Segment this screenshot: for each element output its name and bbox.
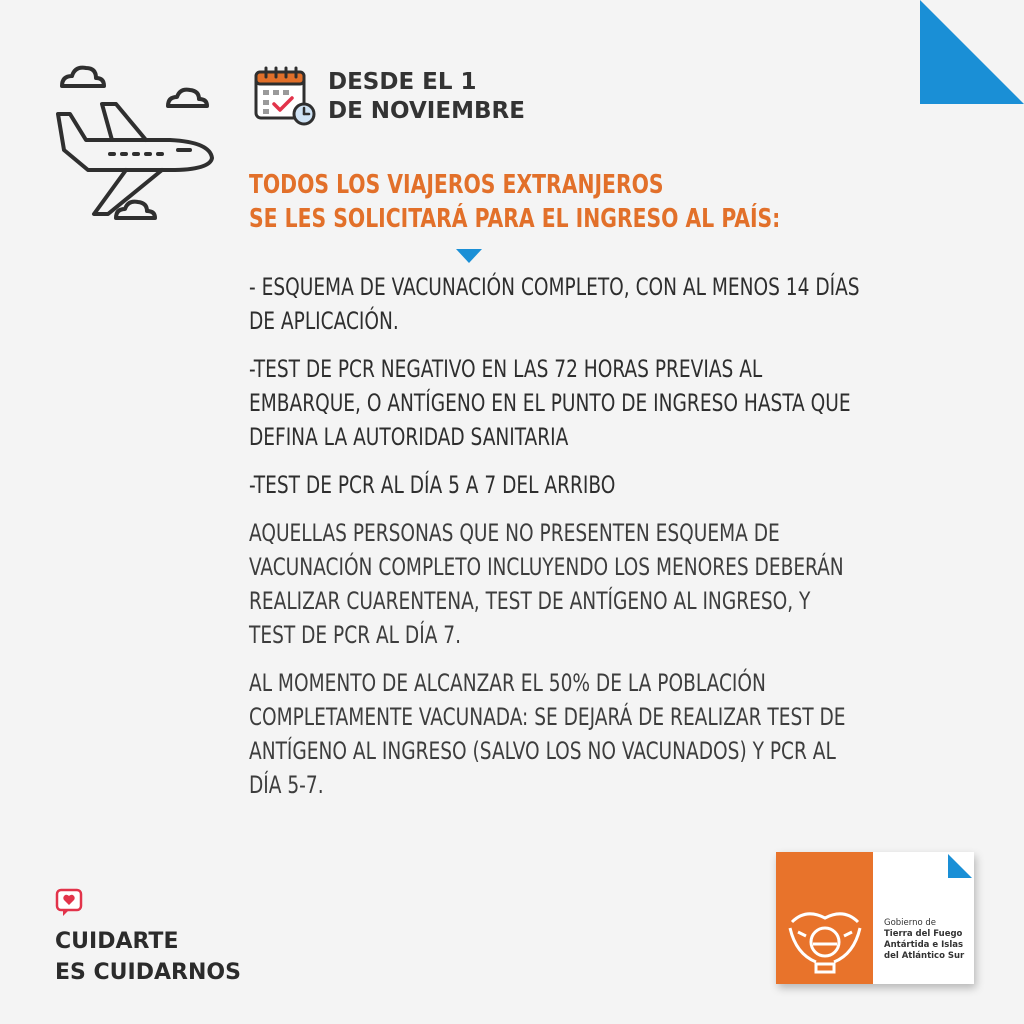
government-name — [884, 918, 964, 962]
note-paragraph: AQUELLAS PERSONAS QUE NO PRESENTEN ESQUEMA DE VACUNACIÓN COMPLETO INCLUYENDO LOS MENORES DEBERÁN REALIZAR CUARENTENA, TEST DE ANTÍGENO AL INGRESO, Y TEST DE PCR AL DÍA 7. — [249, 519, 844, 649]
gov-line-3: Antártida e Islas — [884, 940, 964, 950]
requirement-item: - ESQUEMA DE VACUNACIÓN COMPLETO, CON AL MENOS 14 DÍAS DE APLICACIÓN. — [249, 273, 860, 335]
calendar-icon — [254, 66, 316, 126]
headline-line-1: TODOS LOS VIAJEROS EXTRANJEROS — [249, 170, 664, 200]
date-line-1: DESDE EL 1 — [328, 69, 477, 95]
headline-line-2: SE LES SOLICITARÁ PARA EL INGRESO AL PAÍS: — [249, 204, 781, 234]
gov-line-1: Gobierno de — [884, 918, 937, 928]
cloud-icon — [168, 90, 207, 106]
emblem-icon — [786, 904, 864, 976]
gov-line-2: Tierra del Fuego — [884, 929, 963, 939]
cloud-icon — [62, 68, 104, 86]
note-paragraph: AL MOMENTO DE ALCANZAR EL 50% DE LA POBLACIÓN COMPLETAMENTE VACUNADA: SE DEJARÁ DE REALIZAR TEST DE ANTÍGENO AL INGRESO (SALVO LOS NO VACUNADOS) Y PCR AL DÍA 5-7. — [249, 669, 846, 799]
logo-orange-panel — [776, 852, 873, 984]
tagline-line-2: ES CUIDARNOS — [55, 960, 241, 985]
heart-icon — [55, 888, 85, 918]
requirement-item: -TEST DE PCR NEGATIVO EN LAS 72 HORAS PREVIAS AL EMBARQUE, O ANTÍGENO EN EL PUNTO DE INGRESO HASTA QUE DEFINA LA AUTORIDAD SANITARIA — [249, 355, 851, 451]
logo-corner-decoration — [948, 854, 972, 878]
date-line-2: DE NOVIEMBRE — [328, 98, 525, 124]
date-heading — [328, 68, 525, 126]
gov-line-4: del Atlántico Sur — [884, 951, 965, 961]
headline — [249, 168, 780, 236]
requirements-body — [249, 270, 937, 816]
government-logo — [776, 852, 974, 984]
campaign-tagline — [55, 926, 241, 988]
airplane-icon — [50, 62, 220, 227]
triangle-pointer-icon — [456, 249, 482, 263]
tagline-line-1: CUIDARTE — [55, 929, 179, 954]
requirement-item: -TEST DE PCR AL DÍA 5 A 7 DEL ARRIBO — [249, 471, 616, 499]
corner-triangle-decoration — [920, 0, 1024, 104]
